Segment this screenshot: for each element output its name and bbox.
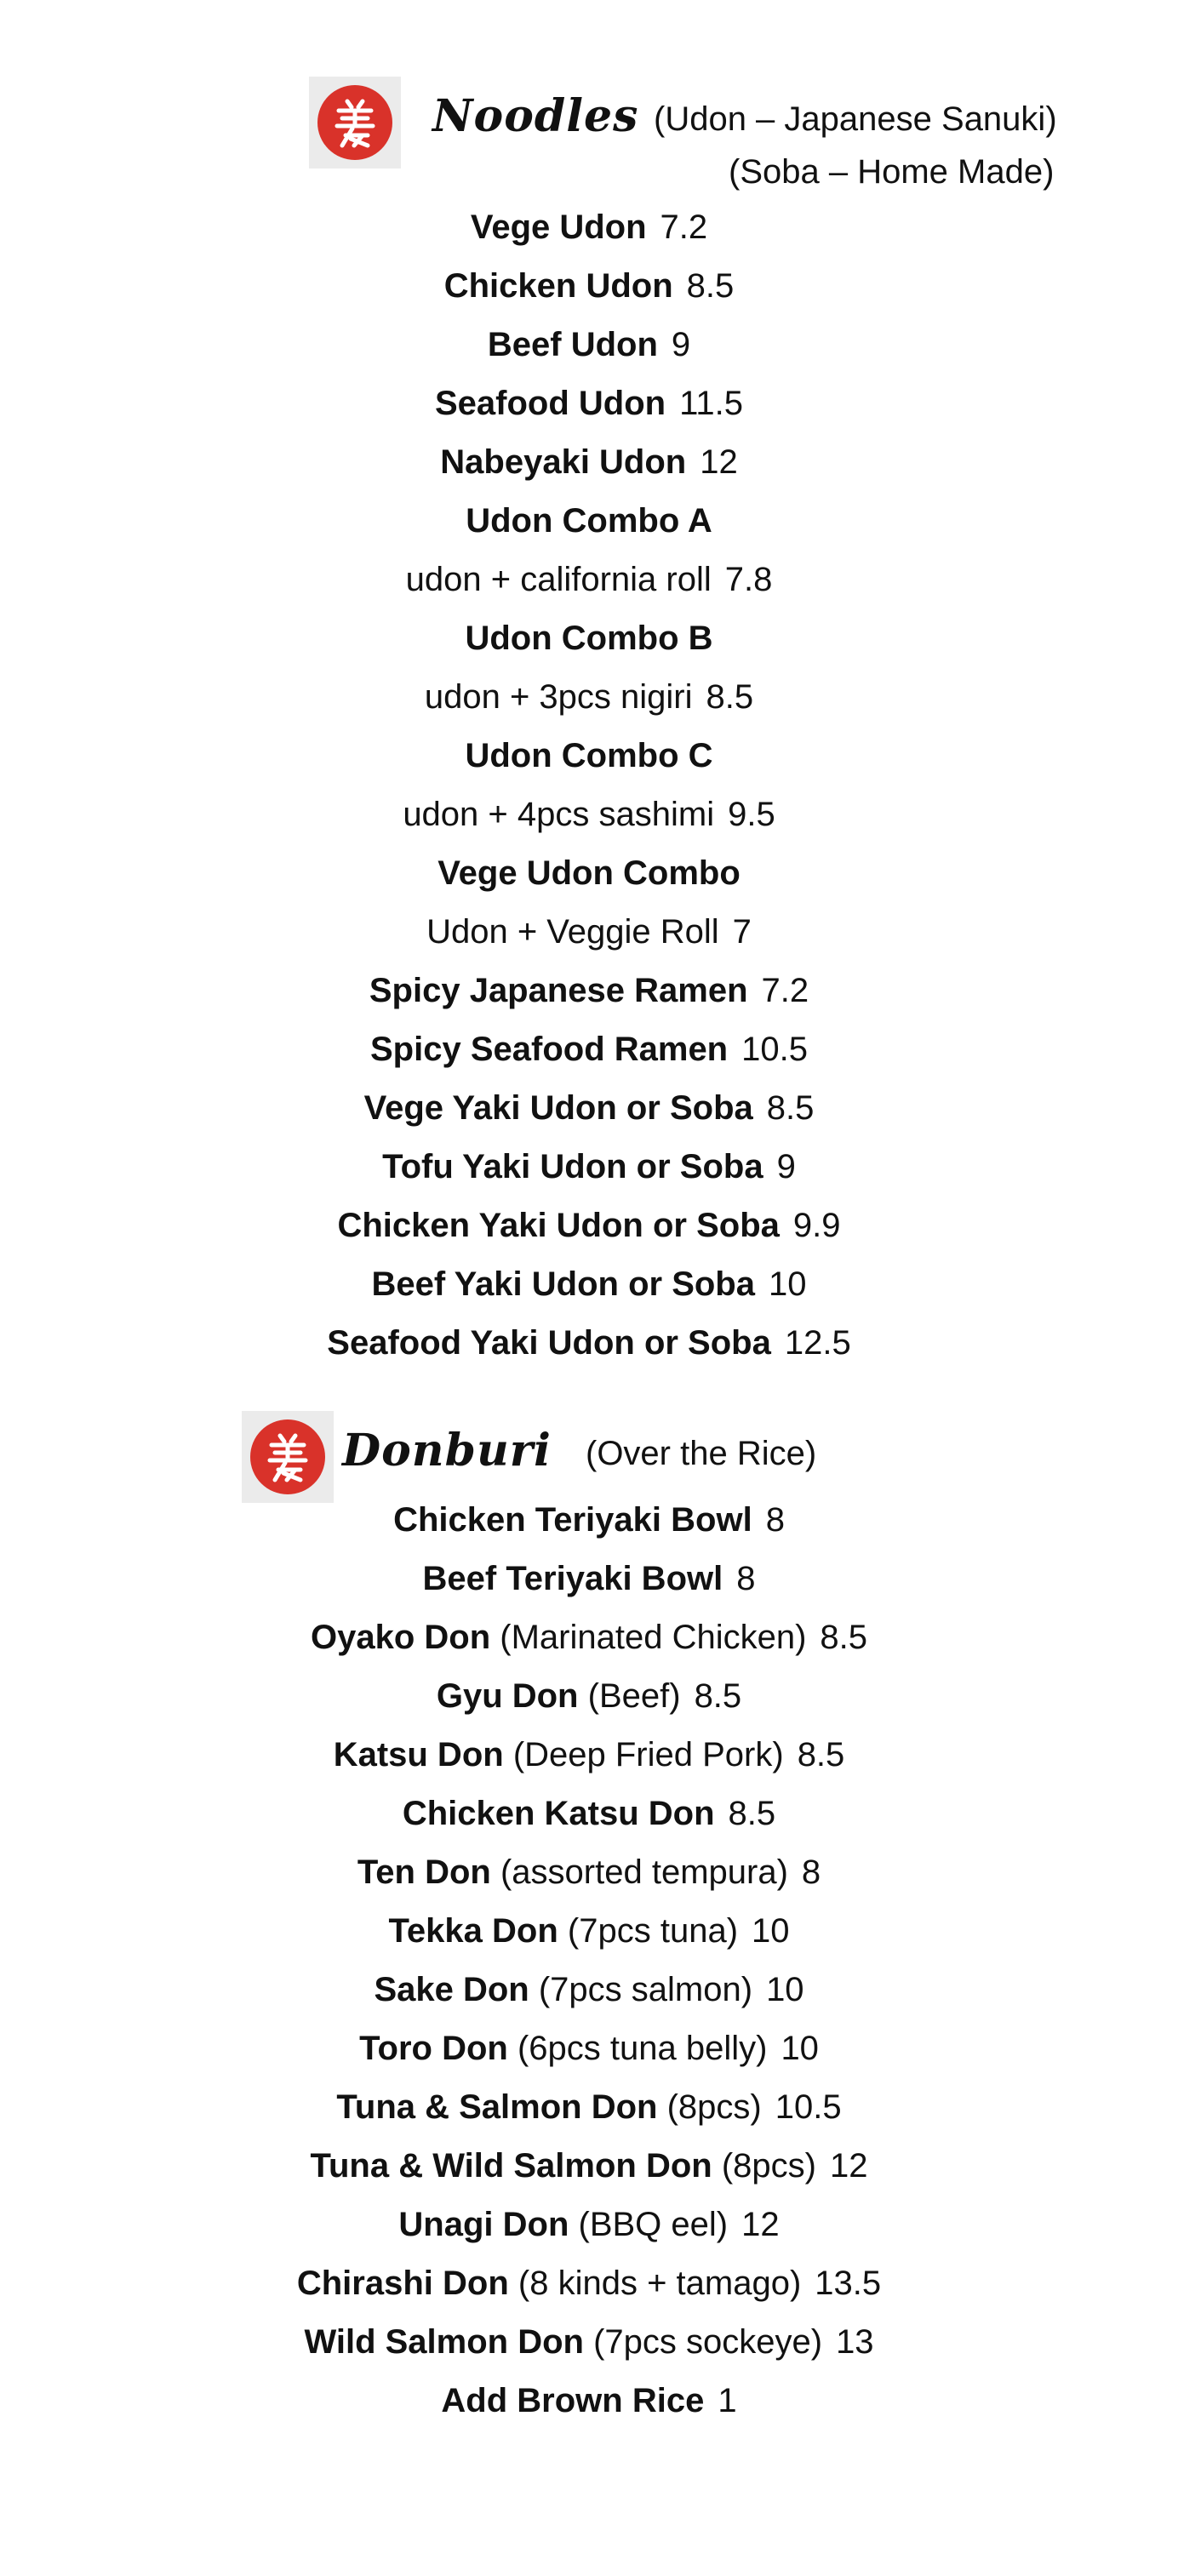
menu-item-description: Udon + Veggie Roll <box>426 913 719 951</box>
menu-item <box>0 1020 1178 1079</box>
menu-item <box>0 668 1178 727</box>
menu-item <box>0 785 1178 844</box>
menu-item-name: Seafood Yaki Udon or Soba <box>327 1324 771 1362</box>
restaurant-logo-icon <box>242 1411 334 1503</box>
menu-item-name: Vege Udon <box>470 208 647 246</box>
menu-item-price: 8.5 <box>766 1089 815 1127</box>
menu-item-name: Chirashi Don <box>296 2265 509 2302</box>
menu-item-price: 8.5 <box>686 267 735 305</box>
menu-item-name: Vege Udon Combo <box>437 854 741 892</box>
menu-item-price: 8.5 <box>728 1795 776 1832</box>
menu-item-description: udon + 3pcs nigiri <box>424 678 693 716</box>
menu-item <box>0 903 1178 962</box>
menu-item-name: Tekka Don <box>388 1912 558 1950</box>
menu-item-price: 10 <box>781 2030 819 2067</box>
menu-item-price: 12 <box>829 2147 868 2185</box>
menu-item <box>0 316 1178 374</box>
menu-item-detail: (8pcs) <box>666 2088 762 2126</box>
menu-item-price: 13.5 <box>815 2265 882 2302</box>
menu-item-name: Oyako Don <box>310 1619 491 1656</box>
menu-item-price: 8.5 <box>706 678 754 716</box>
menu-item-name: Seafood Udon <box>435 385 666 422</box>
noodles-section-title: Noodles <box>432 90 639 142</box>
menu-item <box>0 1667 1178 1726</box>
menu-item <box>0 962 1178 1020</box>
menu-item <box>0 198 1178 257</box>
menu-item-price: 9 <box>776 1148 796 1185</box>
menu-item <box>0 844 1178 903</box>
menu-item <box>0 1491 1178 1550</box>
menu-item-price: 1 <box>718 2382 737 2419</box>
noodles-menu-list <box>0 198 1178 1373</box>
restaurant-logo-icon <box>309 77 401 168</box>
menu-item-price: 9.9 <box>792 1207 841 1244</box>
menu-item-price: 10 <box>766 1971 804 2008</box>
menu-item <box>0 1785 1178 1843</box>
menu-item <box>0 727 1178 785</box>
menu-item-price: 12.5 <box>784 1324 851 1362</box>
menu-item <box>0 2254 1178 2313</box>
menu-item <box>0 2137 1178 2196</box>
menu-item <box>0 2372 1178 2430</box>
menu-item-detail: (assorted tempura) <box>500 1853 788 1891</box>
menu-item-name: Katsu Don <box>333 1736 504 1773</box>
menu-item-price: 9 <box>671 326 691 363</box>
menu-item-price: 8 <box>801 1853 821 1891</box>
menu-item-name: Spicy Seafood Ramen <box>370 1031 729 1068</box>
menu-item-description: udon + 4pcs sashimi <box>403 796 715 833</box>
menu-item-name: Udon Combo B <box>465 620 713 657</box>
menu-item <box>0 1902 1178 1961</box>
menu-item-detail: (7pcs salmon) <box>538 1971 753 2008</box>
menu-item-price: 7 <box>732 913 752 951</box>
menu-item <box>0 1843 1178 1902</box>
menu-item <box>0 374 1178 433</box>
menu-item-price: 8.5 <box>694 1677 742 1715</box>
menu-item-detail: (Deep Fried Pork) <box>512 1736 784 1773</box>
menu-item <box>0 2196 1178 2254</box>
menu-item-detail: (8pcs) <box>721 2147 816 2185</box>
menu-item-price: 10.5 <box>741 1031 808 1068</box>
menu-item <box>0 551 1178 609</box>
menu-item <box>0 1961 1178 2019</box>
menu-item <box>0 257 1178 316</box>
menu-item-name: Unagi Don <box>398 2206 569 2243</box>
menu-item <box>0 492 1178 551</box>
menu-item <box>0 1550 1178 1608</box>
menu-item-price: 8.5 <box>820 1619 868 1656</box>
donburi-section-title: Donburi <box>342 1425 552 1476</box>
menu-item-detail: (6pcs tuna belly) <box>517 2030 768 2067</box>
menu-item <box>0 433 1178 492</box>
menu-item <box>0 2019 1178 2078</box>
menu-item-name: Chicken Katsu Don <box>402 1795 715 1832</box>
menu-item <box>0 2078 1178 2137</box>
menu-item-name: Tuna & Salmon Don <box>336 2088 658 2126</box>
menu-item-detail: (BBQ eel) <box>578 2206 729 2243</box>
menu-item-name: Nabeyaki Udon <box>440 443 687 481</box>
menu-item-name: Udon Combo A <box>466 502 712 540</box>
menu-item-name: Gyu Don <box>436 1677 579 1715</box>
menu-item-name: Add Brown Rice <box>441 2382 705 2419</box>
menu-item-price: 7.2 <box>660 208 708 246</box>
menu-item-name: Chicken Teriyaki Bowl <box>393 1501 752 1539</box>
menu-item-name: Sake Don <box>374 1971 529 2008</box>
noodles-udon-note: (Udon – Japanese Sanuki) <box>654 100 1057 138</box>
menu-item-price: 10 <box>752 1912 790 1950</box>
menu-item-detail: (Marinated Chicken) <box>500 1619 807 1656</box>
menu-item-price: 12 <box>700 443 738 481</box>
menu-item-detail: (7pcs tuna) <box>567 1912 739 1950</box>
menu-item-name: Udon Combo C <box>465 737 713 774</box>
menu-item-name: Tuna & Wild Salmon Don <box>310 2147 712 2185</box>
donburi-note: (Over the Rice) <box>586 1435 817 1472</box>
menu-item-price: 12 <box>741 2206 780 2243</box>
menu-item <box>0 609 1178 668</box>
menu-item-price: 13 <box>836 2323 874 2361</box>
menu-item-detail: (8 kinds + tamago) <box>518 2265 802 2302</box>
menu-item <box>0 1255 1178 1314</box>
donburi-menu-list <box>0 1491 1178 2430</box>
menu-item-name: Wild Salmon Don <box>304 2323 584 2361</box>
menu-item <box>0 1197 1178 1255</box>
menu-item-name: Beef Teriyaki Bowl <box>422 1560 723 1597</box>
menu-item <box>0 1138 1178 1197</box>
menu-item-name: Chicken Yaki Udon or Soba <box>337 1207 780 1244</box>
menu-item-price: 7.8 <box>724 561 773 598</box>
menu-item <box>0 1314 1178 1373</box>
menu-item-price: 8 <box>765 1501 785 1539</box>
menu-item-name: Vege Yaki Udon or Soba <box>363 1089 753 1127</box>
menu-item-name: Toro Don <box>359 2030 508 2067</box>
menu-item-detail: (7pcs sockeye) <box>593 2323 823 2361</box>
menu-item-price: 9.5 <box>728 796 775 833</box>
menu-item-name: Ten Don <box>357 1853 491 1891</box>
menu-item <box>0 1079 1178 1138</box>
menu-item-name: Chicken Udon <box>443 267 673 305</box>
menu-item-price: 11.5 <box>679 385 743 422</box>
menu-item-name: Beef Yaki Udon or Soba <box>371 1265 755 1303</box>
noodles-soba-note: (Soba – Home Made) <box>729 153 1055 191</box>
menu-item <box>0 2313 1178 2372</box>
menu-item-price: 10.5 <box>775 2088 842 2126</box>
menu-item-price: 8.5 <box>797 1736 845 1773</box>
menu-item <box>0 1726 1178 1785</box>
menu-item-price: 8 <box>736 1560 756 1597</box>
menu-item-name: Beef Udon <box>487 326 658 363</box>
menu-item <box>0 1608 1178 1667</box>
menu-item-name: Spicy Japanese Ramen <box>369 972 748 1009</box>
menu-item-detail: (Beef) <box>587 1677 681 1715</box>
menu-item-price: 10 <box>769 1265 807 1303</box>
menu-item-name: Tofu Yaki Udon or Soba <box>382 1148 763 1185</box>
menu-item-price: 7.2 <box>761 972 809 1009</box>
menu-item-description: udon + california roll <box>405 561 712 598</box>
